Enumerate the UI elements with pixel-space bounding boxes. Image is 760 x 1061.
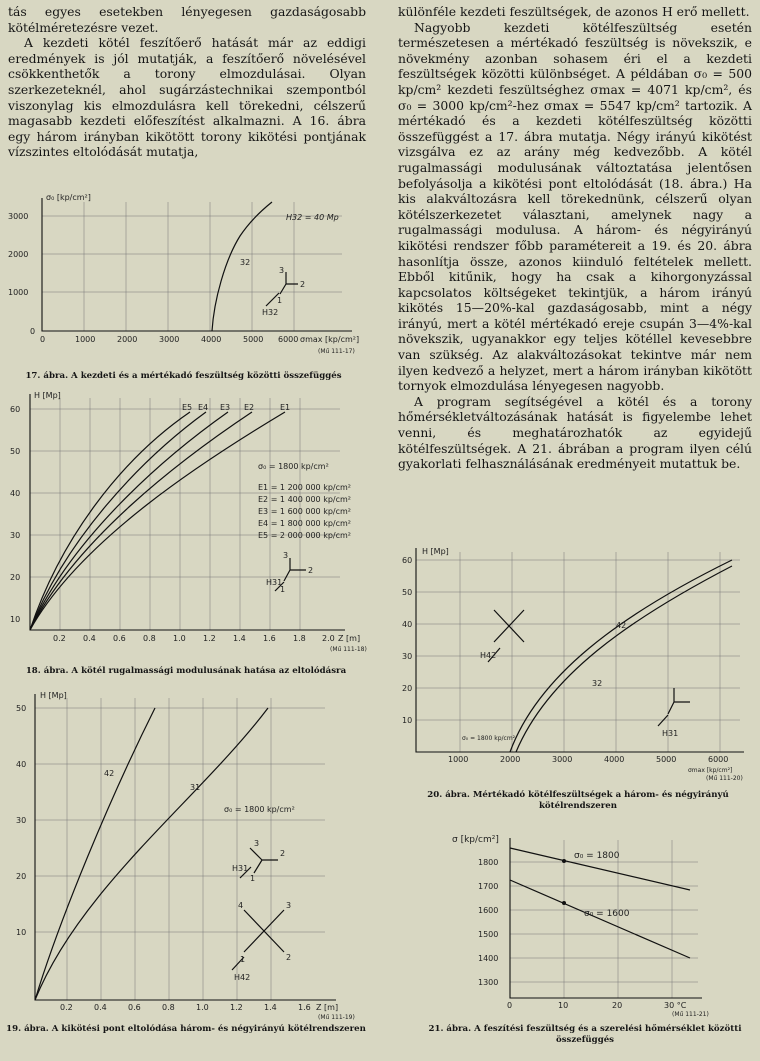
svg-text:3: 3 (254, 839, 260, 848)
fig17-xtick: 5000 (243, 335, 264, 344)
fig17-ytick: 1000 (8, 288, 29, 297)
svg-text:H42: H42 (480, 651, 497, 660)
fig21-line-label: σ₀ = 1600 (584, 909, 630, 919)
fig18-curve-e2 (30, 412, 252, 630)
fig18-ytick: 50 (10, 447, 21, 456)
svg-text:1: 1 (250, 874, 256, 883)
svg-text:2: 2 (300, 280, 306, 289)
fig19-xtick: 1.4 (264, 1003, 277, 1012)
left-column (8, 4, 366, 160)
fig20-curve-label: 42 (616, 621, 627, 630)
fig20-curve-32 (516, 566, 732, 752)
svg-text:E1 = 1 200 000 kp/cm²: E1 = 1 200 000 kp/cm² (258, 483, 351, 492)
fig19-xtick: 0.8 (162, 1003, 175, 1012)
fig18-ref: (Mű 111-18) (330, 646, 367, 653)
svg-text:E2 = 1 400 000 kp/cm²: E2 = 1 400 000 kp/cm² (258, 495, 351, 504)
fig20-ytick: 40 (402, 620, 413, 629)
fig17-xtick: 0 (40, 335, 46, 344)
fig19-xtick: 0.2 (60, 1003, 73, 1012)
fig18-caption: 18. ábra. A kötél rugalmassági modulusának hatása az eltolódásra (25, 666, 347, 676)
fig21-ytick: 1700 (478, 882, 499, 891)
svg-text:H42: H42 (234, 973, 251, 982)
fig17-ytick: 2000 (8, 250, 29, 259)
fig18-sketch-icon (266, 551, 313, 594)
fig18-curve-label: E3 (220, 403, 231, 412)
fig17-xlabel: σmax [kp/cm²] (300, 335, 360, 344)
fig18-curve-e4 (30, 412, 206, 630)
fig21-caption: 21. ábra. A feszítési feszültség és a szerelési hőmérséklet közötti összefüggés (428, 1024, 742, 1045)
fig19-xtick: 1.0 (196, 1003, 209, 1012)
svg-text:4: 4 (238, 901, 244, 910)
right-paragraph-1: különféle kezdeti feszültségek, de azonos H erő mellett. (398, 4, 750, 19)
fig17-ytick: 0 (30, 327, 36, 336)
fig21-ytick: 1300 (478, 978, 499, 987)
fig19-ytick: 50 (16, 704, 27, 713)
fig18-ytick: 40 (10, 489, 21, 498)
svg-text:1: 1 (240, 955, 246, 964)
svg-text:E5 = 2 000 000 kp/cm²: E5 = 2 000 000 kp/cm² (258, 531, 351, 540)
fig20-ref: (Mű 111-20) (706, 775, 743, 782)
fig20-ytick: 10 (402, 716, 413, 725)
svg-text:H31: H31 (232, 864, 249, 873)
fig18-curve-e3 (30, 412, 228, 630)
fig19-xtick: 1.2 (230, 1003, 243, 1012)
fig18-xtick: 0.4 (83, 634, 96, 643)
fig20-ytick: 60 (402, 556, 413, 565)
fig19-caption: 19. ábra. A kikötési pont eltolódása három- és négyirányú kötélrendszeren (6, 1024, 366, 1034)
fig20-caption: 20. ábra. Mértékadó kötélfeszültségek a három- és négyirányú kötélrendszeren (427, 790, 729, 811)
fig18-legend (258, 462, 351, 540)
fig19-xtick: 1.6 (298, 1003, 311, 1012)
fig20-xtick: 1000 (448, 755, 469, 764)
fig18-xtick: 1.4 (233, 634, 246, 643)
fig20-ytick: 50 (402, 588, 413, 597)
fig18-ylabel: H [Mp] (34, 391, 61, 400)
fig21-xtick: 30 °C (664, 1001, 687, 1010)
fig18-curve-label: E4 (198, 403, 209, 412)
fig20-ylabel: H [Mp] (422, 547, 449, 556)
fig18-curve-label: E2 (244, 403, 255, 412)
fig19-ylabel: H [Mp] (40, 691, 67, 700)
fig19-curve-31 (35, 708, 268, 1000)
fig18-xtick: 0.6 (113, 634, 126, 643)
svg-text:2: 2 (308, 566, 314, 575)
fig19-ytick: 10 (16, 928, 27, 937)
fig21-point (562, 859, 566, 863)
svg-text:H31: H31 (662, 729, 679, 738)
fig20-xlabel: σmax [kp/cm²] (688, 767, 733, 774)
fig18-ytick: 10 (10, 615, 21, 624)
fig20-sketch-four-way-icon (480, 610, 524, 662)
fig17-curve-label: 32 (240, 258, 251, 267)
fig19-xlabel: Z [m] (316, 1003, 339, 1012)
fig18-xtick: 1.6 (263, 634, 276, 643)
left-paragraph-2: A kezdeti kötél feszítőerő hatását már az eddigi eredmények is jól mutatják, a feszítőerő növelésével csökkenthetők a torony elmozdulásai. Olyan szerkezeteknél, ahol sugárzástechnikai szempontból viszonylag kis elmozdulásra kell törekedni, célszerű magasabb kezdeti előfeszítést alkalmazni. A 16. ábra egy három irányban kikötött torony kikötési pontjának vízszintes eltolódását mutatja, (8, 35, 366, 160)
fig17-xtick: 3000 (159, 335, 180, 344)
right-column (398, 4, 752, 472)
svg-text:2: 2 (280, 849, 286, 858)
fig21-ytick: 1800 (478, 858, 499, 867)
svg-text:3: 3 (279, 266, 285, 275)
figure-19 (0, 688, 370, 1021)
svg-text:E4 = 1 800 000 kp/cm²: E4 = 1 800 000 kp/cm² (258, 519, 351, 528)
figure-18 (0, 390, 370, 660)
left-paragraph-1: tás egyes esetekben lényegesen gazdaságosabb kötélméretezésre vezet. (8, 4, 366, 35)
fig18-ytick: 60 (10, 405, 21, 414)
right-paragraph-2: Nagyobb kezdeti kötélfeszültség esetén természetesen a mértékadó feszültség is növekszik, e növekmény azonban sohasem éri el a kezdeti feszültségek közötti különbséget. A példában σ₀ = 500 kp/cm² kezdeti feszültséghez σmax = 4071 kp/cm², és σ₀ = 3000 kp/cm²-hez σmax = 5547 kp/cm² tartozik. A mértékadó és a kezdeti kötélfeszültség közötti összefüggést a 17. ábra mutatja. Négy irányú kikötést vizsgálva ez az arány még kedvezőbb. A kötél rugalmassági modulusának változtatása jelentősen befolyásolja a kikötési pont eltolódását (18. ábra.) Ha kis alakváltozásra kell törekednünk, célszerű olyan kötélszerkezetet választani, amelynek nagy a rugalmassági modulusa. A három- és négyirányú kikötési rendszer főbb paramétereit a 19. és 20. ábra hasonlítja össze, azonos kiinduló feltételek mellett. Ebből kitűnik, hogy ha csak a kihorgonyzással kapcsolatos költségeket tekintjük, a három irányú kikötés 15—20%-kal gazdaságosabb, mint a négy irányú, mert a kötél mértékadó ereje csupán 3—4%-kal növekszik, ugyanakkor egy teljes kötéllel kevesebbre van szükség. Az alakváltozásokat tekintve már nem ilyen kedvező a helyzet, mert a három irányban kikötött tornyok elmozdulása lényegesen nagyobb. (398, 19, 752, 394)
fig19-ytick: 30 (16, 816, 27, 825)
fig20-grid (416, 552, 740, 752)
fig18-curve-e1 (30, 412, 285, 630)
fig21-xtick: 20 (612, 1001, 623, 1010)
svg-text:1: 1 (280, 585, 286, 594)
fig20-xtick: 5000 (656, 755, 677, 764)
svg-text:σ₀ = 1800 kp/cm²: σ₀ = 1800 kp/cm² (258, 462, 329, 471)
fig18-ytick: 20 (10, 573, 21, 582)
fig17-xtick: 4000 (201, 335, 222, 344)
svg-text:3: 3 (283, 551, 289, 560)
fig21-grid (510, 840, 698, 998)
fig18-ytick: 30 (10, 531, 21, 540)
fig19-ref: (Mű 111-19) (318, 1014, 355, 1021)
svg-text:3: 3 (286, 901, 292, 910)
fig18-xtick: 0.8 (143, 634, 156, 643)
svg-text:2: 2 (286, 953, 292, 962)
fig17-caption: 17. ábra. A kezdeti és a mértékadó feszültség közötti összefüggés (25, 371, 342, 381)
fig20-sigma: σ₀ = 1800 kp/cm² (462, 735, 516, 742)
fig21-ytick: 1400 (478, 954, 499, 963)
fig21-ytick: 1600 (478, 906, 499, 915)
fig19-xtick: 0.4 (94, 1003, 107, 1012)
fig20-sketch-three-way-icon (658, 688, 690, 738)
fig17-xtick: 2000 (117, 335, 138, 344)
fig21-line-label: σ₀ = 1800 (574, 851, 620, 861)
fig19-xtick: 0.6 (128, 1003, 141, 1012)
fig17-h-label: H32 = 40 Mp (286, 213, 339, 222)
figure-21 (440, 830, 740, 1020)
fig21-xtick: 0 (507, 1001, 513, 1010)
fig20-xtick: 4000 (604, 755, 625, 764)
fig20-ytick: 30 (402, 652, 413, 661)
fig18-curve-label: E5 (182, 403, 193, 412)
fig18-curve-label: E1 (280, 403, 291, 412)
fig21-ytick: 1500 (478, 930, 499, 939)
svg-text:H31: H31 (266, 578, 283, 587)
figure-17 (0, 190, 370, 365)
fig17-ytick: 3000 (8, 212, 29, 221)
fig20-xtick: 6000 (708, 755, 729, 764)
fig17-xtick: 6000 (278, 335, 299, 344)
fig18-xtick: 1.2 (203, 634, 216, 643)
fig21-xtick: 10 (558, 1001, 569, 1010)
fig19-sketch-four-way-icon (232, 901, 291, 982)
fig21-ref: (Mű 111-21) (672, 1011, 709, 1018)
right-paragraph-3: A program segítségével a kötél és a torony hőmérsékletváltozásának hatását is figyelembe lehet venni, és meghatározhatók az egyidejű kötélfeszültségek. A 21. ábrában a program ilyen célú gyakorlati felhasználásának eredményeit mutattuk be. (398, 393, 752, 472)
fig19-ytick: 20 (16, 872, 27, 881)
fig18-xtick: 2.0 (322, 634, 335, 643)
fig17-xtick: 1000 (75, 335, 96, 344)
svg-text:1: 1 (277, 296, 283, 305)
fig20-ytick: 20 (402, 684, 413, 693)
fig18-xtick: 1.8 (293, 634, 306, 643)
fig18-xtick: 1.0 (173, 634, 186, 643)
fig17-sketch-icon (262, 266, 305, 317)
fig20-curve-label: 32 (592, 679, 603, 688)
fig21-line-1600 (510, 880, 690, 958)
figure-20 (398, 546, 760, 786)
fig17-ylabel: σ₀ [kp/cm²] (46, 193, 91, 202)
fig20-xtick: 2000 (500, 755, 521, 764)
fig17-ref: (Mű 111-17) (318, 348, 355, 355)
fig19-ytick: 40 (16, 760, 27, 769)
fig18-xlabel: Z [m] (338, 634, 361, 643)
fig19-curve-label: 31 (190, 783, 201, 792)
svg-text:E3 = 1 600 000 kp/cm²: E3 = 1 600 000 kp/cm² (258, 507, 351, 516)
fig18-xtick: 0.2 (53, 634, 66, 643)
fig21-ylabel: σ [kp/cm²] (452, 835, 499, 845)
fig21-point (562, 901, 566, 905)
fig20-xtick: 3000 (552, 755, 573, 764)
fig19-sigma: σ₀ = 1800 kp/cm² (224, 805, 295, 814)
fig19-curve-label: 42 (104, 769, 115, 778)
fig19-curve-42 (35, 708, 155, 1000)
fig19-sketch-three-way-icon (232, 839, 285, 883)
svg-text:H32: H32 (262, 308, 279, 317)
